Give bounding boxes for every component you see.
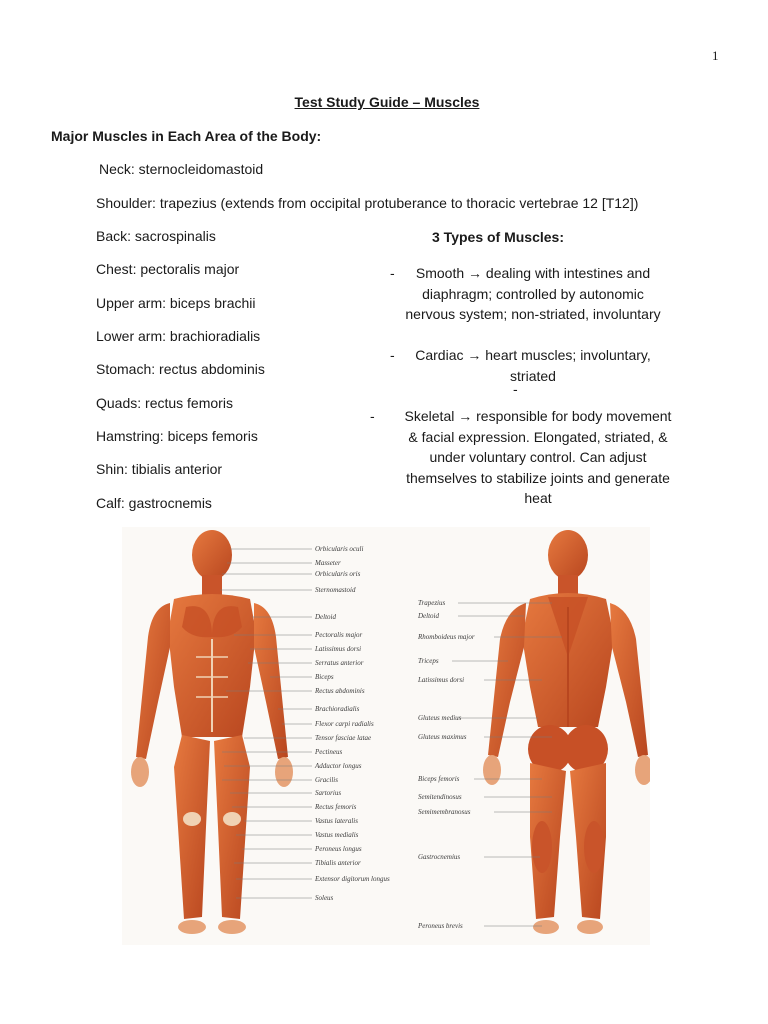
front-label: Gracilis: [315, 776, 338, 784]
front-label: Sternomastoid: [315, 586, 356, 594]
muscle-item-neck: Neck: sternocleidomastoid: [99, 161, 264, 177]
muscle-item-upper-arm: Upper arm: biceps brachii: [96, 295, 256, 311]
bullet-dash: -: [370, 408, 375, 424]
document-title: Test Study Guide – Muscles: [294, 94, 480, 110]
back-label: Biceps femoris: [418, 775, 460, 783]
cardiac-line-2: striated: [510, 367, 556, 384]
back-label: Semitendinosus: [418, 793, 462, 801]
front-label: Orbicularis oculi: [315, 545, 364, 553]
smooth-line-2: diaphragm; controlled by autonomic: [422, 285, 644, 302]
skeletal-line-5: heat: [524, 490, 552, 506]
cardiac-line-1: Cardiac → heart muscles; involuntary,: [415, 347, 651, 363]
muscle-item-back: Back: sacrospinalis: [96, 228, 216, 244]
back-label: Trapezius: [418, 599, 446, 607]
back-label: Rhomboideus major: [418, 633, 475, 641]
smooth-line-1: Smooth → dealing with intestines and: [415, 265, 651, 281]
skeletal-line-2: & facial expression. Elongated, striated, &: [408, 428, 668, 445]
muscle-item-quads: Quads: rectus femoris: [96, 395, 233, 411]
major-muscles-heading: Major Muscles in Each Area of the Body:: [51, 128, 322, 144]
front-label: Soleus: [315, 894, 334, 902]
back-label: Peroneus brevis: [418, 922, 463, 930]
front-label: Serratus anterior: [315, 659, 364, 667]
back-label: Gastrocnemius: [418, 853, 461, 861]
muscle-type-skeletal: [370, 406, 690, 509]
muscle-types-heading: 3 Types of Muscles:: [432, 229, 565, 245]
skeletal-line-1: Skeletal → responsible for body movement: [404, 408, 672, 424]
back-body-figure: [483, 530, 650, 934]
muscle-item-lower-arm: Lower arm: brachioradialis: [96, 328, 261, 344]
front-label: Vastus medialis: [315, 831, 359, 839]
back-label: Gluteus maximus: [418, 733, 467, 741]
muscle-item-calf: Calf: gastrocnemis: [96, 495, 212, 511]
front-label: Rectus abdominis: [315, 687, 365, 695]
front-body-figure: [131, 530, 293, 934]
front-label: Latissimus dorsi: [315, 645, 362, 653]
page-number: 1: [712, 48, 719, 63]
front-label: Sartorius: [315, 789, 342, 797]
back-label: Gluteus medius: [418, 714, 462, 722]
front-label: Biceps: [315, 673, 334, 681]
front-label: Deltoid: [315, 613, 336, 621]
back-label: Latissimus dorsi: [418, 676, 465, 684]
bullet-dash: -: [390, 265, 395, 281]
front-label: Pectoralis major: [315, 631, 363, 639]
front-label: Pectineus: [315, 748, 343, 756]
front-label: Vastus lateralis: [315, 817, 358, 825]
anatomy-illustration: [122, 527, 650, 945]
muscle-item-hamstring: Hamstring: biceps femoris: [96, 428, 258, 444]
back-labels: [417, 599, 475, 930]
skeletal-line-3: under voluntary control. Can adjust: [429, 449, 647, 465]
front-label: Tibialis anterior: [315, 859, 361, 867]
front-label: Orbicularis oris: [315, 570, 361, 578]
skeletal-line-4: themselves to stabilize joints and generate: [406, 469, 670, 486]
front-labels: [314, 545, 390, 902]
muscle-item-stomach: Stomach: rectus abdominis: [96, 361, 265, 377]
front-label: Flexor carpi radialis: [315, 720, 374, 728]
muscle-item-chest: Chest: pectoralis major: [96, 261, 240, 277]
front-label: Rectus femoris: [315, 803, 357, 811]
smooth-line-3: nervous system; non-striated, involuntary: [405, 306, 661, 322]
back-label: Triceps: [418, 657, 439, 665]
back-label: Semimembranosus: [418, 808, 471, 816]
muscle-item-shoulder: Shoulder: trapezius (extends from occipital protuberance to thoracic vertebrae 12 [T12]): [96, 195, 639, 211]
front-label: Peroneus longus: [315, 845, 362, 853]
bullet-dash: -: [390, 347, 395, 363]
muscle-type-cardiac: [391, 345, 675, 386]
front-label: Extensor digitorum longus: [315, 875, 390, 883]
front-label: Brachioradialis: [315, 705, 360, 713]
muscle-anatomy-figure: [122, 527, 650, 945]
muscle-type-smooth: [391, 263, 675, 325]
back-label: Deltoid: [418, 612, 439, 620]
front-label: Tensor fasciae latae: [315, 734, 372, 742]
front-label: Adductor longus: [315, 762, 362, 770]
muscle-item-shin: Shin: tibialis anterior: [96, 461, 223, 477]
front-label: Masseter: [315, 559, 341, 567]
stray-dash: -: [513, 381, 518, 397]
